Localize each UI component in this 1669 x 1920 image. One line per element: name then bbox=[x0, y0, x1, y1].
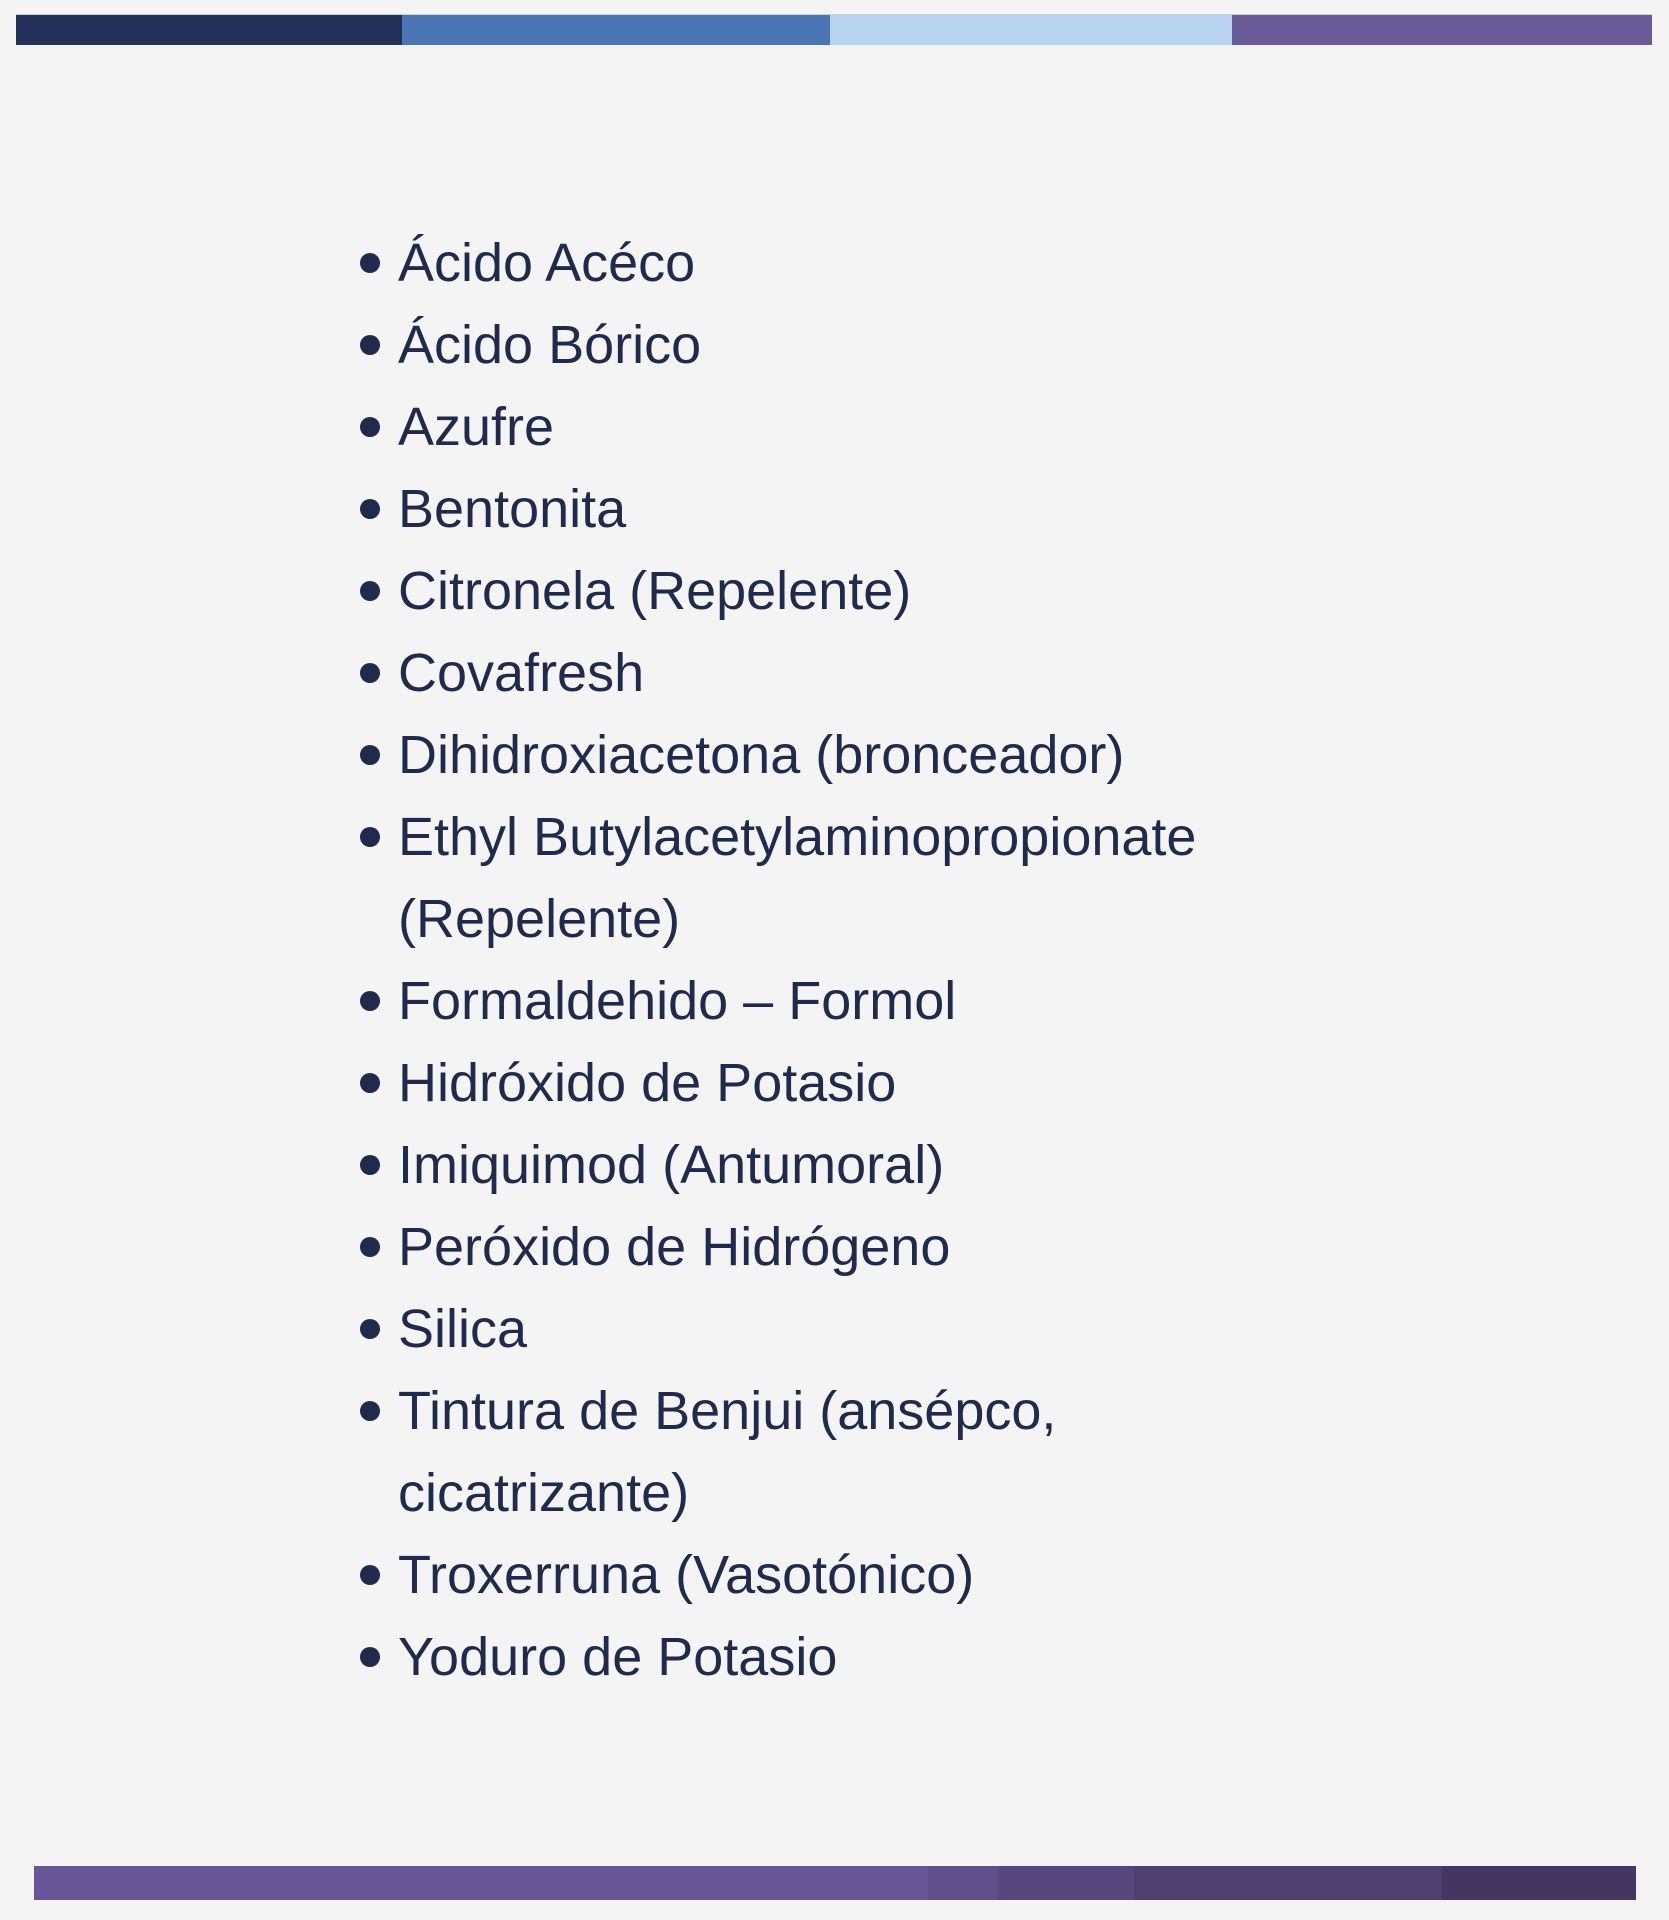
list-item bbox=[358, 1288, 1358, 1370]
list-item-label: Ácido Bórico bbox=[398, 315, 702, 375]
bottom-bar-segment-3 bbox=[998, 1866, 1134, 1900]
bottom-bar-segment-2 bbox=[928, 1866, 998, 1900]
list-item bbox=[358, 222, 1358, 304]
bottom-bar-segment-4 bbox=[1134, 1866, 1442, 1900]
list-item bbox=[358, 1042, 1358, 1124]
list-item-label: Dihidroxiacetona (bronceador) bbox=[398, 725, 1125, 785]
list-item bbox=[358, 304, 1358, 386]
list-item-label: Imiquimod (Antumoral) bbox=[398, 1135, 945, 1195]
bullet-icon bbox=[360, 745, 380, 765]
top-bar-segment-navy bbox=[16, 15, 402, 45]
list-item-label: Covafresh bbox=[398, 643, 645, 703]
top-bar-segment-blue bbox=[402, 15, 830, 45]
top-bar-segment-purple bbox=[1232, 15, 1652, 45]
bullet-icon bbox=[360, 1319, 380, 1339]
list-item bbox=[358, 386, 1358, 468]
list-item-label: Citronela (Repelente) bbox=[398, 561, 912, 621]
list-item-label: Silica bbox=[398, 1299, 528, 1359]
bottom-decorative-bar bbox=[34, 1866, 1636, 1900]
bullet-icon bbox=[360, 991, 380, 1011]
list-item-label: Azufre bbox=[398, 397, 555, 457]
list-item-label: Formaldehido – Formol bbox=[398, 971, 957, 1031]
bullet-icon bbox=[360, 1647, 380, 1667]
list-item-label: Bentonita bbox=[398, 479, 627, 539]
list-item-label: Ácido Acéco bbox=[398, 233, 696, 293]
list-item-label: Peróxido de Hidrógeno bbox=[398, 1217, 951, 1277]
list-item-label: Yoduro de Potasio bbox=[398, 1627, 838, 1687]
list-item-label: Ethyl Butylacetylaminopropionate (Repelente) bbox=[398, 807, 1197, 949]
top-decorative-bar bbox=[16, 14, 1652, 45]
list-item bbox=[358, 1534, 1358, 1616]
list-item bbox=[358, 714, 1358, 796]
list-item-label: Hidróxido de Potasio bbox=[398, 1053, 897, 1113]
top-bar-segment-light-blue bbox=[830, 15, 1232, 45]
list-item bbox=[358, 1124, 1358, 1206]
bottom-bar-segment-1 bbox=[34, 1866, 928, 1900]
list-item-label: Troxerruna (Vasotónico) bbox=[398, 1545, 975, 1605]
list-item bbox=[358, 1616, 1358, 1698]
bullet-icon bbox=[360, 253, 380, 273]
list-item bbox=[358, 632, 1358, 714]
bullet-icon bbox=[360, 335, 380, 355]
list-item bbox=[358, 1206, 1358, 1288]
bullet-icon bbox=[360, 1237, 380, 1257]
bullet-icon bbox=[360, 1073, 380, 1093]
bullet-list-container bbox=[358, 222, 1358, 1698]
list-item bbox=[358, 1370, 1358, 1534]
list-item-label: Tintura de Benjui (ansépco, cicatrizante) bbox=[398, 1381, 1057, 1523]
bullet-icon bbox=[360, 1155, 380, 1175]
list-item bbox=[358, 468, 1358, 550]
bullet-icon bbox=[360, 581, 380, 601]
bullet-icon bbox=[360, 499, 380, 519]
bullet-icon bbox=[360, 827, 380, 847]
list-item bbox=[358, 960, 1358, 1042]
list-item bbox=[358, 550, 1358, 632]
bullet-icon bbox=[360, 417, 380, 437]
bottom-bar-segment-5 bbox=[1442, 1866, 1636, 1900]
list-item bbox=[358, 796, 1358, 960]
bullet-icon bbox=[360, 1565, 380, 1585]
bullet-icon bbox=[360, 1401, 380, 1421]
bullet-icon bbox=[360, 663, 380, 683]
ingredient-list bbox=[358, 222, 1358, 1698]
